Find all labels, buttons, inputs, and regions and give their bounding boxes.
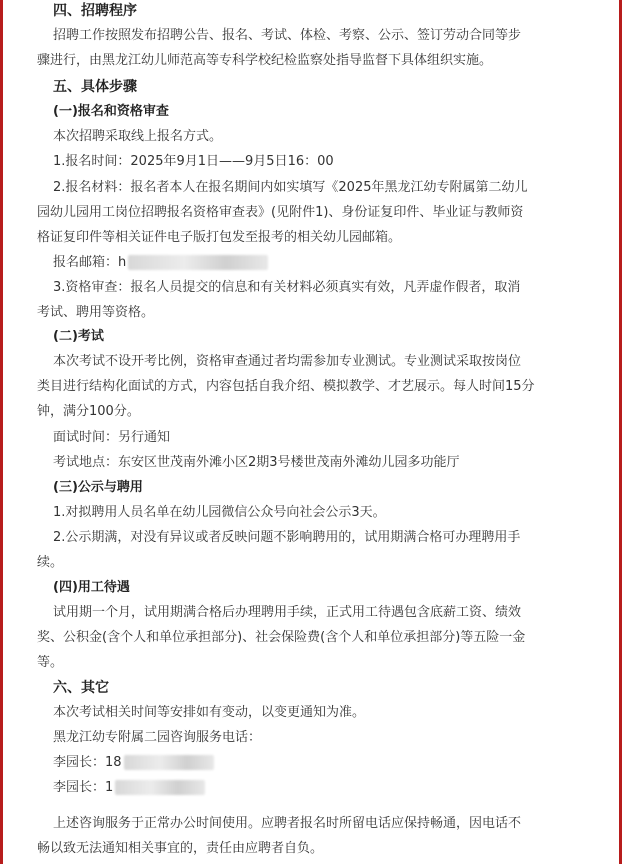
paragraph: 钟，满分100分。 — [37, 404, 140, 419]
section-4-title: 四、招聘程序 — [53, 3, 137, 19]
section-6-title: 六、其它 — [53, 680, 109, 696]
paragraph: 2.公示期满，对没有异议或者反映问题不影响聘用的，试用期满合格可办理聘用手 — [53, 530, 521, 545]
email-line — [53, 252, 268, 274]
paragraph: 续。 — [37, 555, 64, 570]
paragraph: 类目进行结构化面试的方式，内容包括自我介绍、模拟教学、才艺展示。每人时间15分 — [37, 379, 535, 394]
phone-label-1: 李园长：18 — [53, 755, 122, 770]
paragraph: 2.报名材料：报名者本人在报名期间内如实填写《2025年黑龙江幼专附属第二幼儿 — [53, 180, 528, 195]
paragraph: 园幼儿园用工岗位招聘报名资格审查表》(见附件1)、身份证复印件、毕业证与教师资 — [37, 205, 524, 220]
redacted-phone-1 — [124, 755, 214, 770]
paragraph: 黑龙江幼专附属二园咨询服务电话： — [53, 730, 262, 745]
phone-label-2: 李园长：1 — [53, 780, 114, 795]
paragraph: 畅以致无法通知相关事宜的，责任由应聘者自负。 — [37, 841, 324, 856]
subsection-1-title: (一)报名和资格审查 — [53, 104, 169, 119]
phone-line-1 — [53, 752, 214, 774]
paragraph: 等。 — [37, 655, 64, 670]
paragraph: 1.对拟聘用人员名单在幼儿园微信公众号向社会公示3天。 — [53, 505, 386, 520]
redacted-email — [128, 255, 268, 270]
paragraph: 考试地点：东安区世茂南外滩小区2期3号楼世茂南外滩幼儿园多功能厅 — [53, 455, 460, 470]
paragraph: 骤进行，由黑龙江幼儿师范高等专科学校纪检监察处指导监督下具体组织实施。 — [37, 53, 493, 68]
paragraph: 本次考试相关时间等安排如有变动，以变更通知为准。 — [53, 705, 366, 720]
paragraph: 奖、公积金(含个人和单位承担部分)、社会保险费(含个人和单位承担部分)等五险一金 — [37, 630, 526, 645]
paragraph: 面试时间：另行通知 — [53, 430, 171, 445]
section-5-title: 五、具体步骤 — [53, 79, 137, 95]
paragraph: 1.报名时间：2025年9月1日——9月5日16：00 — [53, 154, 334, 169]
paragraph: 本次招聘采取线上报名方式。 — [53, 129, 223, 144]
paragraph: 格证复印件等相关证件电子版打包发至报考的相关幼儿园邮箱。 — [37, 230, 402, 245]
paragraph: 考试、聘用等资格。 — [37, 305, 155, 320]
paragraph: 本次考试不设开考比例，资格审查通过者均需参加专业测试。专业测试采取按岗位 — [53, 354, 522, 369]
paragraph: 上述咨询服务于正常办公时间使用。应聘者报名时所留电话应保持畅通，因电话不 — [53, 816, 522, 831]
phone-line-2 — [53, 777, 205, 799]
email-label: 报名邮箱：h — [53, 255, 127, 270]
paragraph: 招聘工作按照发布招聘公告、报名、考试、体检、考察、公示、签订劳动合同等步 — [53, 28, 522, 43]
redacted-phone-2 — [115, 780, 205, 795]
subsection-2-title: (二)考试 — [53, 329, 104, 344]
subsection-4-title: (四)用工待遇 — [53, 580, 130, 595]
subsection-3-title: (三)公示与聘用 — [53, 480, 143, 495]
paragraph: 3.资格审查：报名人员提交的信息和有关材料必须真实有效，凡弄虚作假者，取消 — [53, 280, 521, 295]
paragraph: 试用期一个月，试用期满合格后办理聘用手续，正式用工待遇包含底薪工资、绩效 — [53, 605, 522, 620]
